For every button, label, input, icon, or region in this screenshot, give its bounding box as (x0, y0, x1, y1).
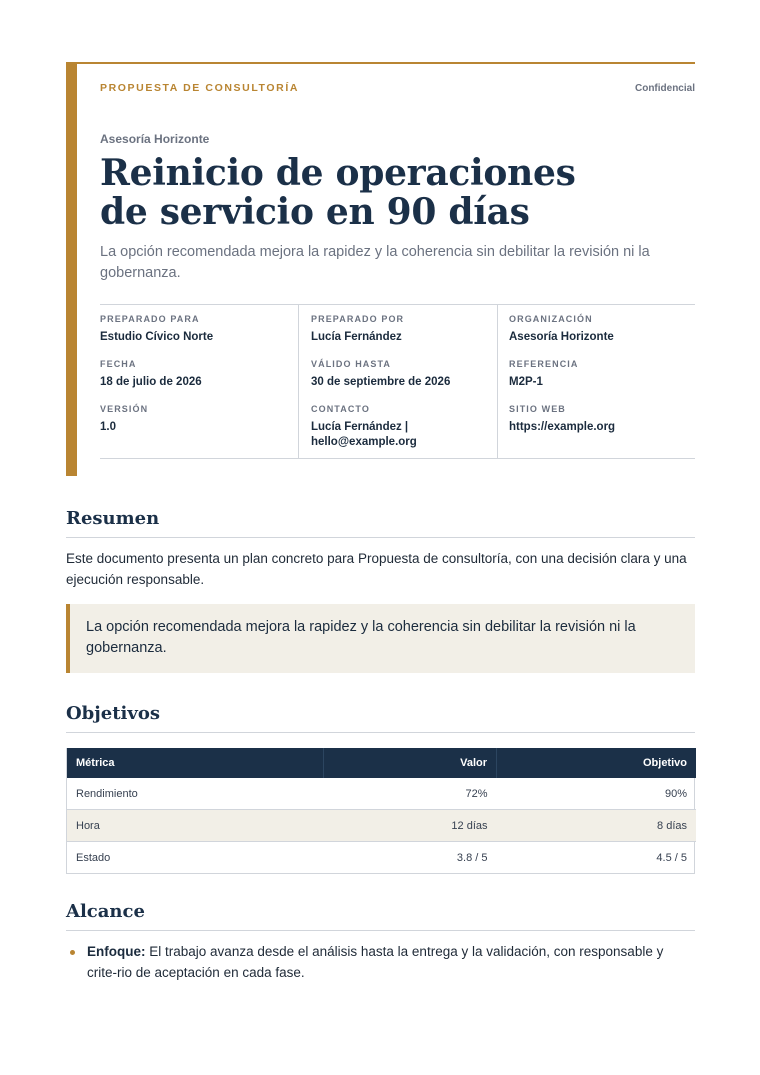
scope-section (66, 901, 695, 983)
title-line-2: de servicio en 90 días (100, 191, 530, 233)
meta-value: M2P-1 (509, 376, 543, 388)
list-item-label: Enfoque: (87, 944, 146, 959)
meta-prepared-by (311, 314, 404, 345)
meta-value: 18 de julio de 2026 (100, 376, 202, 388)
table-header-row (67, 748, 696, 778)
document-subtitle: La opción recomendada mejora la rapidez y la coherencia sin debilitar la revisión ni la gobernanza. (100, 244, 650, 281)
document-kicker: PROPUESTA DE CONSULTORÍA (100, 82, 300, 94)
meta-label: CONTACTO (311, 404, 370, 414)
section-heading: Resumen (66, 508, 695, 538)
contact-email[interactable]: hello@example.org (311, 436, 417, 448)
contact-name: Lucía Fernández | (311, 421, 409, 433)
table-cell: 8 días (497, 810, 697, 842)
organization-name: Asesoría Horizonte (100, 132, 210, 146)
meta-value: Lucía Fernández (311, 331, 402, 343)
table-cell: 72% (324, 778, 497, 810)
meta-value: Asesoría Horizonte (509, 331, 614, 343)
section-heading: Objetivos (66, 703, 695, 733)
meta-reference (509, 359, 579, 390)
table-cell: Rendimiento (67, 778, 324, 810)
objectives-table (67, 748, 696, 873)
metadata-column-1 (100, 305, 299, 458)
table-cell: Estado (76, 851, 111, 864)
meta-label: SITIO WEB (509, 404, 566, 414)
metadata-column-2 (299, 305, 498, 458)
meta-valid-until (311, 359, 450, 390)
document-title (100, 154, 576, 232)
table-cell: 4.5 / 5 (656, 851, 687, 864)
section-heading: Alcance (66, 901, 695, 931)
meta-value (311, 420, 417, 450)
accent-rule (77, 62, 695, 64)
title-line-1: Reinicio de operaciones (100, 152, 576, 194)
cover-block (66, 62, 695, 476)
objectives-table-wrap (66, 748, 695, 874)
meta-date (100, 359, 202, 390)
meta-prepared-for (100, 314, 213, 345)
meta-label: ORGANIZACIÓN (509, 314, 593, 324)
table-cell: Hora (67, 810, 324, 842)
table-cell: 90% (497, 778, 697, 810)
meta-value: Estudio Cívico Norte (100, 331, 214, 343)
table-row (67, 778, 696, 810)
confidential-label: Confidencial (634, 83, 695, 94)
bullet-icon (70, 950, 75, 955)
meta-value: 1.0 (100, 421, 116, 433)
meta-organization (509, 314, 614, 345)
column-header-metric: Métrica (67, 748, 324, 778)
meta-label: VERSIÓN (100, 404, 149, 414)
meta-label: PREPARADO POR (311, 314, 405, 324)
meta-version (100, 404, 148, 435)
list-item (66, 941, 695, 983)
metadata-grid (100, 304, 695, 459)
objectives-section (66, 703, 695, 874)
accent-bar (66, 62, 77, 476)
metadata-column-3 (498, 305, 695, 458)
meta-label: REFERENCIA (509, 359, 579, 369)
table-row (67, 810, 696, 842)
meta-label: FECHA (100, 359, 137, 369)
table-row (67, 842, 696, 874)
summary-callout: La opción recomendada mejora la rapidez y la coherencia sin debilitar la revisión ni la gobernanza. (66, 604, 695, 673)
website-link[interactable]: https://example.org (509, 421, 616, 433)
meta-value: 30 de septiembre de 2026 (311, 376, 451, 388)
summary-text: Este documento presenta un plan concreto para Propuesta de consultoría, con una decisión clara y una ejecución responsable. (66, 551, 687, 587)
meta-contact (311, 404, 417, 450)
column-header-value: Valor (324, 748, 497, 778)
column-header-target: Objetivo (497, 748, 697, 778)
meta-website (509, 404, 615, 435)
list-item-text: El trabajo avanza desde el análisis hasta la entrega y la validación, con responsable y crite-rio de aceptación en cada fase. (87, 944, 664, 980)
meta-label: VÁLIDO HASTA (311, 359, 392, 369)
summary-section (66, 508, 695, 590)
table-cell: 12 días (324, 810, 497, 842)
meta-label: PREPARADO PARA (100, 314, 200, 324)
table-cell: 3.8 / 5 (456, 851, 488, 864)
